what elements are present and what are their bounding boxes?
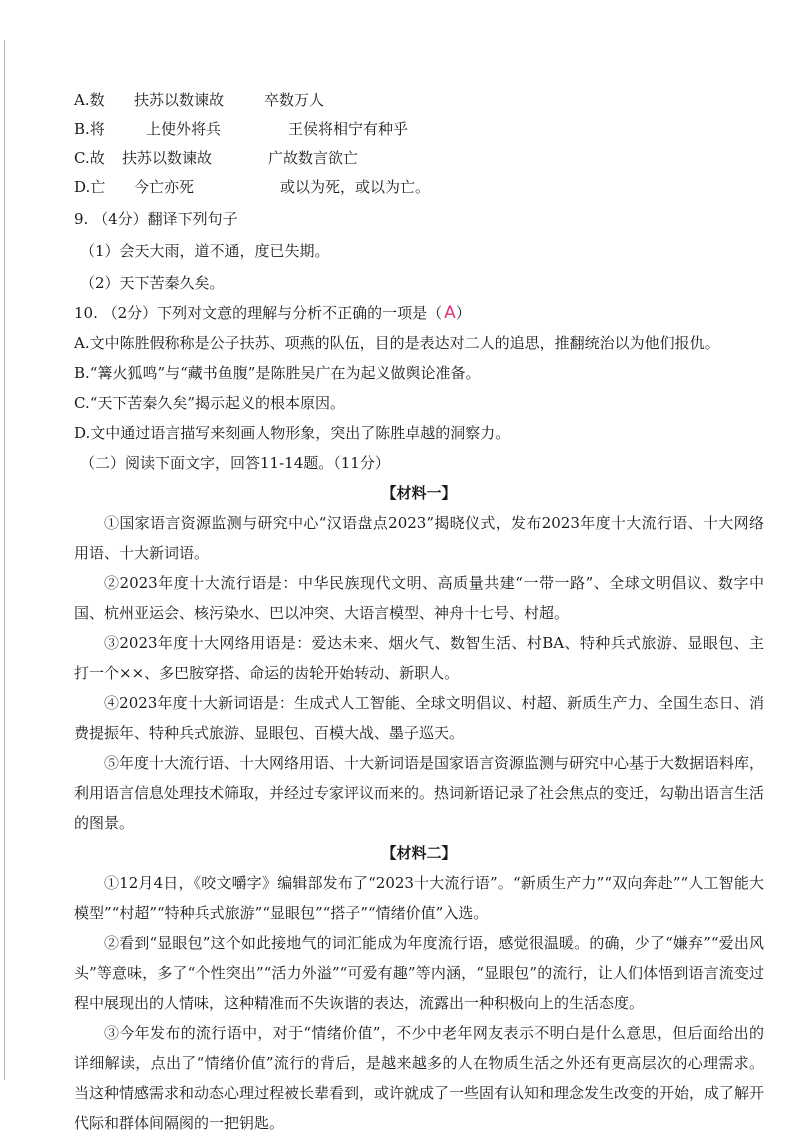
q8-option-c xyxy=(74,144,764,173)
q10-title xyxy=(74,298,764,328)
handwritten-answer-mark: A xyxy=(444,303,456,323)
q10-title-text: 10. （2分）下列对文意的理解与分析不正确的一项是（ xyxy=(74,304,443,322)
material-1-para-5: ⑤年度十大流行语、十大网络用语、十大新词语是国家语言资源监测与研究中心基于大数据语料库，利用语言信息处理技术筛取，并经过专家评议而来的。热词新语记录了社会焦点的变迁，勾勒出语言生活的图景。 xyxy=(74,754,765,832)
q9-item-2: （2）天下苦秦久矣。 xyxy=(80,274,225,292)
q10-choice-b: B.“篝火狐鸣”与“藏书鱼腹”是陈胜吴广在为起义做舆论准备。 xyxy=(74,364,481,382)
q8-option-a xyxy=(74,86,764,115)
option-text-a: 扶苏以数谏故 xyxy=(122,149,213,167)
page-edge-line xyxy=(4,40,5,1080)
q10-title-close: ） xyxy=(455,304,471,322)
q10-choice-a: A.文中陈胜假称称是公子扶苏、项燕的队伍，目的是表达对二人的追思，推翻统治以为他们报仇。 xyxy=(74,334,720,352)
q9-item-1: （1）会天大雨，道不通，度已失期。 xyxy=(80,242,330,260)
material-1-para-2: ②2023年度十大流行语是：中华民族现代文明、高质量共建“一带一路”、全球文明倡议、数字中国、杭州亚运会、核污染水、巴以冲突、大语言模型、神舟十七号、村超。 xyxy=(74,574,764,622)
material-2-para-1: ①12月4日，《咬文嚼字》编辑部发布了“2023十大流行语”。“新质生产力”“双向奔赴”“人工智能大模型”“村超”“特种兵式旅游”“显眼包”“搭子”“情绪价值”入选。 xyxy=(74,874,764,922)
option-text-a: 今亡亦死 xyxy=(134,178,195,196)
option-text-a: 上使外将兵 xyxy=(146,120,222,138)
option-letter: C.故 xyxy=(74,149,105,167)
q8-option-d xyxy=(74,173,764,202)
option-text-b: 王侯将相宁有种乎 xyxy=(288,120,409,138)
q9-title: 9. （4分）翻译下列句子 xyxy=(74,210,238,228)
material-2-para-3: ③今年发布的流行语中，对于“情绪价值”，不少中老年网友表示不明白是什么意思，但后面给出的详细解读，点出了“情绪价值”流行的背后，是越来越多的人在物质生活之外还有更高层次的心理需求。当这种情感需求和动态心理过程被长辈看到，或许就成了一些固有认知和理念发生改变的开始，成了解开代际和群体间隔阂的一把钥匙。 xyxy=(74,1024,765,1132)
section-2-heading: （二）阅读下面文字，回答11-14题。（11分） xyxy=(80,454,390,472)
q10-choice-c: C.“天下苦秦久矣”揭示起义的根本原因。 xyxy=(74,394,346,412)
material-1-para-4: ④2023年度十大新词语是：生成式人工智能、全球文明倡议、村超、新质生产力、全国生态日、消费提振年、特种兵式旅游、显眼包、百模大战、墨子巡天。 xyxy=(74,694,764,742)
option-text-b: 广故数言欲亡 xyxy=(268,149,359,167)
material-1-para-1: ①国家语言资源监测与研究中心“汉语盘点2023”揭晓仪式，发布2023年度十大流行语、十大网络用语、十大新词语。 xyxy=(74,514,764,562)
material-2-para-2: ②看到“显眼包”这个如此接地气的词汇能成为年度流行语，感觉很温暖。的确，少了“嫌弃”“爱出风头”等意味，多了“个性突出”“活力外溢”“可爱有趣”等内涵，“显眼包”的流行，让人们体悟到语言流变过程中展现出的人情味，这种精准而不失诙谐的表达，流露出一种积极向上的生活态度。 xyxy=(74,934,764,1012)
material-1-para-3: ③2023年度十大网络用语是：爱达未来、烟火气、数智生活、村BA、特种兵式旅游、显眼包、主打一个××、多巴胺穿搭、命运的齿轮开始转动、新职人。 xyxy=(74,634,764,682)
option-text-b: 或以为死，或以为亡。 xyxy=(280,178,431,196)
option-letter: B.将 xyxy=(74,120,105,138)
option-letter: A.数 xyxy=(74,91,105,109)
material-2-title: 【材料二】 xyxy=(381,844,457,862)
material-1-title: 【材料一】 xyxy=(381,484,457,502)
option-text-a: 扶苏以数谏故 xyxy=(134,91,225,109)
q10-choice-d: D.文中通过语言描写来刻画人物形象，突出了陈胜卓越的洞察力。 xyxy=(74,424,511,442)
option-text-b: 卒数万人 xyxy=(264,91,325,109)
option-letter: D.亡 xyxy=(74,178,106,196)
q8-option-b xyxy=(74,115,764,144)
exam-page xyxy=(74,86,764,1138)
